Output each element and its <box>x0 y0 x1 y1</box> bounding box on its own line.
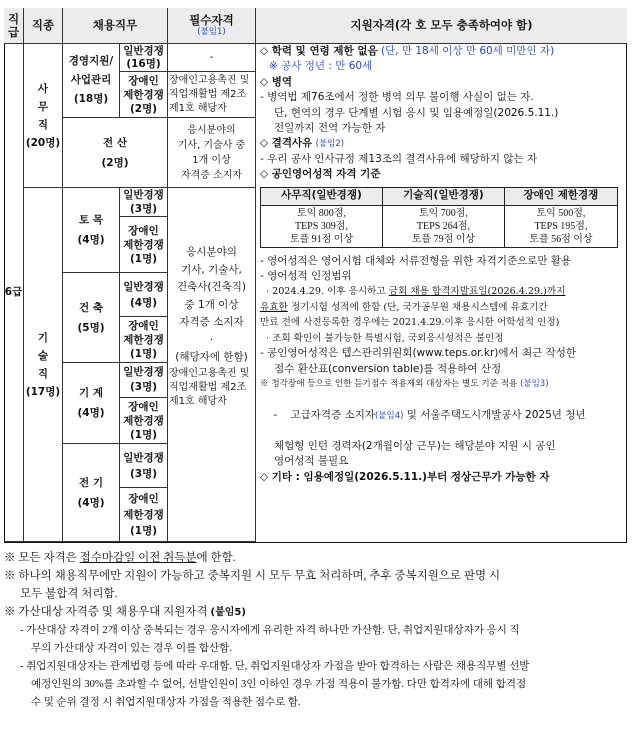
competition-type: 장애인 <box>128 74 159 87</box>
required-disabled <box>168 72 256 118</box>
table-cell <box>382 205 504 247</box>
position-count: (5명) <box>77 321 105 334</box>
competition-count: (1명) <box>129 347 158 360</box>
competition-type: 장애인 <box>128 319 159 332</box>
required-line: 장애인고용촉진 및 <box>169 367 250 379</box>
tech-count: (17명) <box>25 385 61 398</box>
competition-type: 제한경쟁 <box>123 508 164 521</box>
score-line: 토플 79점 이상 <box>411 233 476 245</box>
score-line: 토플 91점 이상 <box>289 233 354 245</box>
job-type-tech <box>24 188 63 542</box>
position-name: 경영지원/ <box>68 55 114 67</box>
grade-value: 6급 <box>4 286 23 298</box>
header-job-type <box>24 8 63 44</box>
competition-type: 제한경쟁 <box>123 414 164 427</box>
edu-line <box>260 44 622 59</box>
position-count: (18명) <box>73 93 109 105</box>
note-sub: 수 및 순위 결정 시 취업지원대상자 가점을 적용한 점수로 함. <box>31 697 301 708</box>
competition-type: 일반경쟁 <box>123 280 164 293</box>
competition-general <box>120 188 168 217</box>
competition-general <box>120 444 168 488</box>
header-qualification <box>256 8 627 44</box>
position-name: 전 기 <box>79 476 103 489</box>
position-name: 토 목 <box>79 214 103 226</box>
disq-title: ◇ 결격사유 <box>260 137 313 150</box>
header-position-label: 채용직무 <box>92 18 138 32</box>
table-header: 장애인 제한경쟁 <box>504 187 617 205</box>
eng-title: ◇ 공인영어성적 자격 기준 <box>260 168 381 181</box>
eng-underline: 유효한 <box>260 301 288 313</box>
disq-note: (붙임2) <box>315 139 345 150</box>
competition-type: 제한경쟁 <box>123 88 164 101</box>
eng-line: - 공인영어성적은 텝스관리위원회(www.teps.or.kr)에서 최근 작성한 <box>260 347 577 360</box>
etc-line: ◇ 기타 : 임용예정일(2026.5.11.)부터 정상근무가 가능한 자 <box>260 471 550 484</box>
english-score-table <box>260 187 618 248</box>
competition-type: 제한경쟁 <box>123 238 164 251</box>
position-it <box>63 118 168 188</box>
competition-count: (1명) <box>129 524 158 537</box>
required-it <box>168 118 256 188</box>
position-name: 전 산 <box>103 136 127 149</box>
required-line: 1개 이상 <box>192 154 231 166</box>
military-line: 전일까지 전역 가능한 자 <box>274 122 386 135</box>
required-line: 응시분야의 <box>187 124 236 136</box>
required-line: (해당자에 한함) <box>175 351 248 363</box>
note-2b: 모두 불합격 처리함. <box>20 588 118 600</box>
competition-type: 장애인 <box>128 492 159 505</box>
eng-line <box>260 300 622 315</box>
table-cell <box>504 205 617 247</box>
eng-underline: 금회 채용 합격자발표일(2026.4.29.)까지 <box>388 286 566 298</box>
score-line: TEPS 309점, <box>294 220 348 232</box>
required-line: 자격증 소지자 <box>179 316 244 328</box>
office-count: (20명) <box>25 136 61 149</box>
competition-type: 일반경쟁 <box>123 44 164 57</box>
eng-text: 정기시험 성적에 한함 (단, 국가공무원 채용시스템에 유효기간 <box>287 301 548 313</box>
competition-count: (3명) <box>129 467 158 480</box>
position-name: 사업관리 <box>70 74 112 86</box>
military-line: - 병역법 제76조에서 정한 병역 의무 불이행 사실이 없는 자. <box>260 91 534 104</box>
table-header: 사무직(일반경쟁) <box>261 187 383 205</box>
note-3 <box>4 603 628 622</box>
competition-type: 일반경쟁 <box>123 451 164 464</box>
eng-text: ※ 청각장애 등으로 인한 듣기점수 적용제외 대상자는 별도 기준 적용 <box>260 378 518 389</box>
competition-disabled <box>120 488 168 542</box>
eng-line: 만료 전에 사전등록한 경우에는 2021.4.29.이후 응시한 어학성적 인정) <box>260 317 560 329</box>
score-line: 토플 56점 이상 <box>529 233 593 245</box>
eng-line <box>260 284 622 299</box>
disq-line-1: - 우리 공사 인사규정 제13조의 결격사유에 해당하지 않는 자 <box>260 152 538 165</box>
retire-note: ※ 공사 정년 : 만 60세 <box>269 60 373 73</box>
header-required-note: (붙임1) <box>197 27 226 37</box>
required-line: 기사, 기술사 중 <box>177 139 246 151</box>
eng-line: · 조회 확인이 불가능한 특별시험, 국외응시성적은 불인정 <box>266 332 504 344</box>
required-line: 제1호 해당자 <box>169 395 227 407</box>
eng-text: 및 서울주택도시개발공사 2025년 청년 <box>403 408 586 421</box>
competition-count: (4명) <box>129 296 158 309</box>
position-electrical <box>63 444 120 542</box>
required-line: 응시분야의 <box>186 246 237 258</box>
header-job-type-label: 직종 <box>31 18 55 32</box>
table-header: 기술직(일반경쟁) <box>382 187 504 205</box>
table-header-row <box>261 187 618 205</box>
position-name: 건 축 <box>79 301 103 314</box>
note-ref: (붙임5) <box>210 607 246 618</box>
eng-line: 체험형 인턴 경력자(2개월이상 근무)는 해당분야 지원 시 공인 <box>274 439 556 452</box>
competition-disabled <box>120 217 168 273</box>
required-line: 자격증 소지자 <box>180 169 243 181</box>
eng-line <box>260 392 622 438</box>
required-line: 직업재활법 제2조 <box>169 88 247 100</box>
tech-label: 기 <box>37 331 49 344</box>
required-line: · <box>209 333 214 346</box>
eng-note: (붙임4) <box>374 410 404 421</box>
competition-type: 일반경쟁 <box>123 189 164 201</box>
eng-line: 영어성적 불필요 <box>274 454 349 467</box>
note-sub: 무의 가산대상 자격이 있는 경우 이를 합산함. <box>31 643 232 654</box>
note-underline: 접수마감일 이전 취득분 <box>79 552 197 564</box>
competition-count: (1명) <box>129 252 158 265</box>
competition-type: 장애인 <box>128 224 159 237</box>
score-line: 토익 500점, <box>536 207 586 219</box>
position-management <box>63 44 120 118</box>
eng-text: · 2024.4.29. 이후 응시하고 <box>266 286 389 298</box>
header-required <box>168 8 256 44</box>
score-line: 토익 800점, <box>296 207 346 219</box>
edu-title: ◇ 학력 및 연령 제한 없음 <box>260 45 378 57</box>
note-1 <box>4 549 628 567</box>
tech-label: 술 <box>37 349 49 362</box>
header-required-label: 필수자격 <box>189 13 234 27</box>
position-architecture <box>63 273 120 363</box>
note-2: ※ 하나의 채용직무에만 지원이 가능하고 중복지원 시 모두 무효 처리하며, 추후 중복지원으로 판명 시 <box>4 570 501 582</box>
header-qualification-label: 지원자격(각 호 모두 충족하여야 함) <box>350 18 533 32</box>
required-line: 장애인고용촉진 및 <box>169 74 250 86</box>
note-text: ※ 가산대상 자격증 및 채용우대 지원자격 <box>4 606 211 618</box>
header-position <box>63 8 168 44</box>
eng-line <box>260 377 622 392</box>
competition-count: (1명) <box>129 428 158 441</box>
required-line: 건축사(건축직) <box>176 281 247 293</box>
required-line: 중 1개 이상 <box>184 298 239 311</box>
competition-type: 장애인 <box>128 400 159 413</box>
score-line: TEPS 195점, <box>534 220 588 232</box>
score-line: 토익 700점, <box>418 207 468 219</box>
position-count: (4명) <box>77 407 105 419</box>
required-tech <box>168 188 256 542</box>
required-line: 직업재활법 제2조 <box>169 381 247 393</box>
edu-note: (단, 만 18세 이상 만 60세 미만인 자) <box>377 45 555 57</box>
position-name: 기 계 <box>79 387 103 399</box>
competition-disabled <box>120 72 168 118</box>
note-sub: 예정인원의 30%를 초과할 수 없어, 선발인원이 3인 이하인 경우 가점 적용이 불가함. 다만 합격자에 대해 합격점 <box>31 679 527 690</box>
office-label: 무 <box>37 100 49 113</box>
military-title: ◇ 병역 <box>260 75 293 88</box>
competition-type: 제한경쟁 <box>123 333 164 346</box>
competition-count: (3명) <box>129 203 158 215</box>
table-cell <box>261 205 383 247</box>
qualification-content <box>256 44 626 542</box>
header-grade <box>4 8 24 44</box>
job-type-office <box>24 44 63 188</box>
competition-disabled <box>120 317 168 363</box>
competition-count: (3명) <box>129 381 158 393</box>
table-row <box>261 205 618 247</box>
position-mechanical <box>63 363 120 444</box>
position-count: (4명) <box>77 234 105 246</box>
office-label: 직 <box>37 118 49 131</box>
notes-section <box>4 549 628 712</box>
note-text: 에 한함. <box>196 552 236 564</box>
note-text: ※ 모든 자격은 <box>4 552 80 564</box>
competition-general <box>120 273 168 317</box>
header-grade-label: 직급 <box>7 11 20 39</box>
eng-line: 점수 환산표(conversion table)를 적용하여 산정 <box>274 362 502 375</box>
note-sub: - 가산대상 자격이 2개 이상 중복되는 경우 응시자에게 유리한 자격 하나만 가산함. 단, 취업지원대상자가 응시 직 <box>20 625 520 636</box>
required-line: 기사, 기술사, <box>181 263 242 276</box>
required-value: - <box>209 51 214 63</box>
eng-line: - 영어성적은 영어시험 대체와 서류전형을 위한 자격기준으로만 활용 <box>260 254 572 267</box>
disq-line <box>260 136 622 151</box>
note-sub: - 취업지원대상자는 관계법령 등에 따라 우대함. 단, 취업지원대상자 가점을 받아 합격하는 사람은 채용직무별 선발 <box>20 661 530 672</box>
required-line: 제1호 해당자 <box>169 102 227 114</box>
tech-label: 직 <box>37 367 49 380</box>
score-line: TEPS 264점, <box>416 220 470 232</box>
eng-note: (붙임3) <box>520 378 549 389</box>
competition-general <box>120 363 168 398</box>
position-civil <box>63 188 120 273</box>
position-count: (2명) <box>101 156 129 169</box>
competition-general <box>120 44 168 72</box>
competition-count: (16명) <box>126 57 161 70</box>
position-count: (4명) <box>77 496 105 509</box>
competition-type: 일반경쟁 <box>123 366 164 378</box>
eng-text: - 고급자격증 소지자 <box>273 408 375 421</box>
military-line: 단, 현역의 경우 단계별 시험 응시 및 임용예정일(2026.5.11.) <box>274 106 559 119</box>
eng-line: - 영어성적 인정범위 <box>260 270 352 283</box>
office-label: 사 <box>37 82 49 95</box>
competition-disabled <box>120 398 168 444</box>
grade-cell <box>4 44 24 542</box>
competition-count: (2명) <box>129 102 158 115</box>
required-general <box>168 44 256 72</box>
